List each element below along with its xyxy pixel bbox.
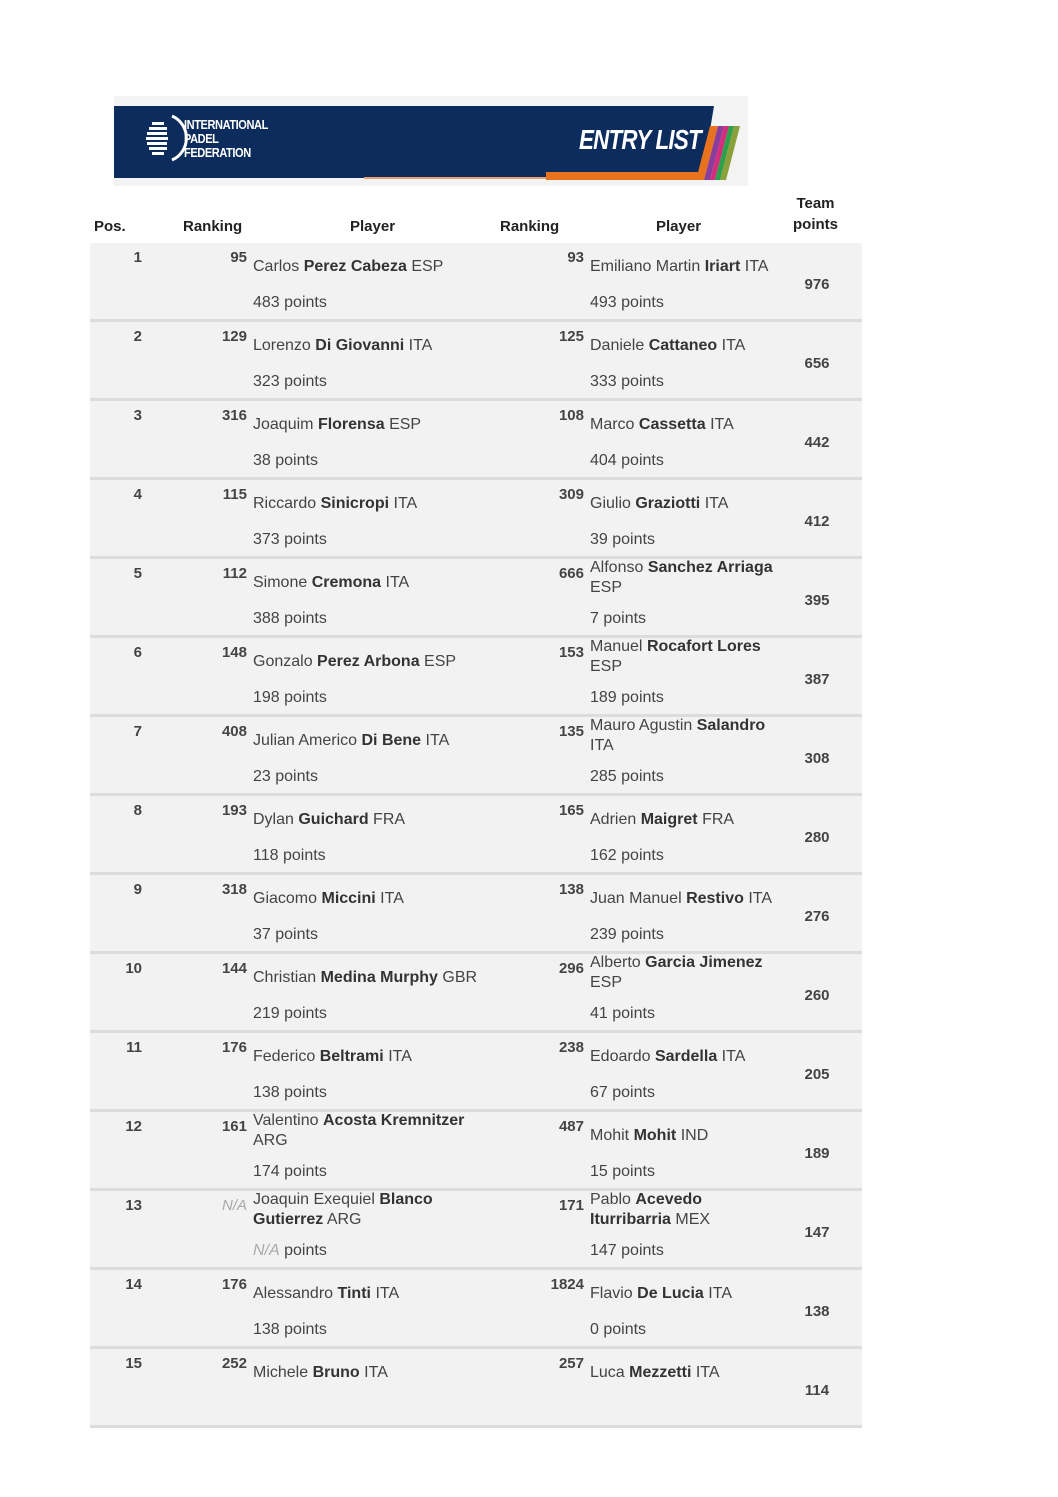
player-name [253, 889, 493, 909]
first-name: Gonzalo [253, 653, 313, 670]
points-label: points [284, 373, 327, 390]
position: 11 [126, 1039, 142, 1056]
player-ranking: 165 [558, 802, 584, 819]
first-name: Joaquin Exequiel [253, 1191, 375, 1208]
table-row [90, 796, 862, 875]
first-name: Mohit [590, 1127, 630, 1144]
player-points [590, 610, 646, 628]
player-name [253, 1111, 493, 1151]
header-team-points [793, 193, 838, 235]
player-name [253, 336, 493, 356]
points-label: points [284, 1084, 327, 1101]
player-ranking: 148 [221, 644, 247, 661]
player-name [253, 415, 493, 435]
player-ranking: 309 [558, 486, 584, 503]
org-line: INTERNATIONAL [184, 117, 268, 132]
first-name: Alberto [590, 954, 641, 971]
points-value: 39 [590, 531, 608, 548]
points-value: 174 [253, 1163, 280, 1180]
player-ranking: 125 [558, 328, 584, 345]
player-name [590, 637, 775, 677]
table-row [90, 1191, 862, 1270]
player-ranking: 408 [221, 723, 247, 740]
country: ARG [326, 1211, 362, 1228]
last-name: Garcia Jimenez [645, 954, 763, 971]
player-name [590, 1363, 775, 1383]
last-name: Perez Arbona [317, 653, 420, 670]
first-name: Dylan [253, 811, 294, 828]
player-name [590, 716, 775, 756]
position: 8 [133, 802, 142, 819]
team-points: 189 [804, 1145, 830, 1162]
points-value: 162 [590, 847, 617, 864]
points-label: points [621, 768, 664, 785]
header-player-1: Player [350, 218, 396, 235]
last-name: Florensa [317, 416, 385, 433]
position: 7 [133, 723, 142, 740]
player-points [253, 294, 327, 312]
last-name: Di Bene [361, 732, 422, 749]
points-value: 41 [590, 1005, 608, 1022]
first-name: Giacomo [253, 890, 318, 907]
points-label: points [621, 294, 664, 311]
table-row [90, 1349, 862, 1428]
player-name [253, 494, 493, 514]
player-ranking: 666 [558, 565, 584, 582]
player-points [590, 373, 664, 391]
player-name [590, 336, 775, 356]
last-name: Cattaneo [648, 337, 718, 354]
first-name: Mauro Agustin [590, 717, 693, 734]
player-ranking: 95 [230, 249, 247, 266]
points-value: 285 [590, 768, 617, 785]
last-name: Maigret [640, 811, 698, 828]
country: ESP [424, 653, 457, 670]
player-points [590, 1084, 655, 1102]
player-ranking: 238 [558, 1039, 584, 1056]
points-value: 333 [590, 373, 617, 390]
points-label: points [284, 1321, 327, 1338]
country: ITA [695, 1364, 720, 1381]
country: ITA [364, 1364, 388, 1381]
points-value: 118 [253, 847, 279, 864]
player-ranking: 316 [221, 407, 247, 424]
first-name: Michele [253, 1364, 309, 1381]
last-name: Bruno [312, 1364, 360, 1381]
team-points: 205 [804, 1066, 830, 1083]
country: ITA [388, 1048, 412, 1065]
last-name: Beltrami [319, 1048, 384, 1065]
last-name: Cremona [311, 574, 382, 591]
last-name: Acevedo Iturribarria [590, 1191, 703, 1228]
player-ranking: 129 [221, 328, 247, 345]
player-points [590, 1242, 664, 1260]
points-label: points [603, 1321, 647, 1338]
table-row [90, 1270, 862, 1349]
first-name: Pablo [590, 1191, 631, 1208]
last-name: Di Giovanni [315, 337, 405, 354]
team-points: 387 [804, 671, 830, 688]
player-points [253, 1321, 327, 1339]
last-name: Miccini [321, 890, 376, 907]
points-value: 0 [590, 1321, 599, 1338]
player-points [253, 610, 327, 628]
player-points [253, 1163, 327, 1181]
player-name [590, 1284, 775, 1304]
country: ITA [425, 732, 450, 749]
table-row [90, 638, 862, 717]
last-name: Mezzetti [629, 1364, 692, 1381]
player-name [590, 953, 775, 993]
position: 10 [125, 960, 142, 977]
first-name: Daniele [590, 337, 645, 354]
points-label: points [621, 689, 664, 706]
team-points: 442 [804, 434, 830, 451]
player-points [253, 847, 326, 865]
points-value: 23 [253, 768, 271, 785]
country: GBR [442, 969, 478, 986]
position: 4 [133, 486, 142, 503]
points-value: 198 [253, 689, 280, 706]
country: FRA [702, 811, 735, 828]
country: ARG [253, 1132, 288, 1149]
position: 6 [133, 644, 142, 661]
player-ranking: 115 [222, 486, 247, 503]
last-name: Acosta Kremnitzer [322, 1112, 465, 1129]
points-label: points [603, 610, 647, 627]
country: ITA [375, 1285, 400, 1302]
points-label: points [284, 294, 327, 311]
last-name: Rocafort Lores [646, 638, 761, 655]
table-row [90, 1112, 862, 1191]
last-name: Sanchez Arriaga [647, 559, 773, 576]
table-row [90, 401, 862, 480]
team-points: 276 [804, 908, 830, 925]
points-label: points [282, 847, 326, 864]
player-points [253, 373, 327, 391]
player-name [590, 1190, 775, 1230]
first-name: Adrien [590, 811, 637, 828]
points-label: points [612, 1005, 655, 1022]
table-row [90, 559, 862, 638]
player-ranking: 138 [558, 881, 584, 898]
position: 15 [125, 1355, 142, 1372]
header-pos: Pos. [94, 218, 126, 235]
player-name [253, 810, 493, 830]
player-name [253, 1047, 493, 1067]
player-name [253, 1363, 493, 1383]
player-ranking: 171 [558, 1197, 584, 1214]
player-points [253, 926, 318, 944]
position: 1 [133, 249, 142, 266]
points-value: N/A [253, 1242, 280, 1259]
player-name [253, 1284, 493, 1304]
player-name [253, 652, 493, 672]
team-points: 114 [804, 1382, 830, 1399]
first-name: Christian [253, 969, 317, 986]
header-ranking-1: Ranking [183, 218, 243, 235]
player-name [590, 415, 775, 435]
position: 5 [133, 565, 142, 582]
points-label: points [275, 926, 318, 943]
country: ITA [704, 495, 729, 512]
player-ranking: 193 [221, 802, 247, 819]
country: ITA [721, 337, 746, 354]
points-value: 219 [253, 1005, 280, 1022]
points-label: points [284, 1163, 327, 1180]
federation-name [184, 118, 268, 160]
points-value: 147 [590, 1242, 617, 1259]
player-ranking: 257 [558, 1355, 584, 1372]
points-value: 483 [253, 294, 280, 311]
country: ESP [590, 658, 623, 675]
team-points: 412 [804, 513, 830, 530]
player-ranking: 108 [558, 407, 584, 424]
points-value: 189 [590, 689, 617, 706]
table-row [90, 1033, 862, 1112]
table-row [90, 243, 862, 322]
player-ranking: 153 [558, 644, 584, 661]
last-name: Sardella [654, 1048, 718, 1065]
first-name: Valentino [253, 1112, 319, 1129]
player-ranking: 487 [558, 1118, 584, 1135]
points-label: points [612, 1084, 655, 1101]
player-ranking: N/A [221, 1197, 247, 1214]
team-points: 260 [804, 987, 830, 1004]
player-points [253, 1005, 327, 1023]
last-name: Salandro [696, 717, 766, 734]
table-row [90, 322, 862, 401]
first-name: Juan Manuel [590, 890, 682, 907]
last-name: Blanco Gutierrez [253, 1191, 433, 1228]
player-points [590, 452, 664, 470]
first-name: Riccardo [253, 495, 317, 512]
player-points [590, 294, 664, 312]
country: ITA [393, 495, 418, 512]
player-ranking: 112 [222, 565, 247, 582]
player-name [590, 1126, 775, 1146]
org-line: PADEL [184, 131, 219, 146]
player-points [253, 452, 318, 470]
team-points: 280 [804, 829, 830, 846]
last-name: Cassetta [638, 416, 706, 433]
country: ITA [385, 574, 410, 591]
team-points: 976 [804, 276, 830, 293]
player-ranking: 1824 [550, 1276, 584, 1293]
team-points: 395 [804, 592, 830, 609]
table-row [90, 480, 862, 559]
player-points [253, 689, 327, 707]
table-row [90, 717, 862, 796]
player-name [253, 731, 493, 751]
player-points [590, 1321, 646, 1339]
first-name: Lorenzo [253, 337, 311, 354]
country: ITA [708, 1285, 732, 1302]
country: ESP [389, 416, 422, 433]
position: 13 [125, 1197, 142, 1214]
first-name: Giulio [590, 495, 631, 512]
player-points [253, 768, 318, 786]
team-points: 138 [804, 1303, 830, 1320]
player-name [253, 257, 493, 277]
points-label: points [612, 531, 655, 548]
player-name [590, 558, 775, 598]
points-label: points [621, 926, 664, 943]
entry-table [90, 243, 862, 1399]
team-points: 147 [804, 1224, 830, 1241]
player-ranking: 161 [221, 1118, 247, 1135]
player-name [590, 494, 775, 514]
first-name: Emiliano Martin [590, 258, 701, 275]
header-ranking-2: Ranking [500, 218, 560, 235]
first-name: Joaquim [253, 416, 314, 433]
last-name: Mohit [633, 1127, 677, 1144]
player-points [253, 531, 327, 549]
first-name: Luca [590, 1364, 625, 1381]
table-row [90, 875, 862, 954]
header-team-line: Team [796, 195, 835, 212]
points-label: points [284, 531, 327, 548]
position: 12 [125, 1118, 142, 1135]
country: ESP [590, 974, 623, 991]
last-name: Perez Cabeza [303, 258, 407, 275]
first-name: Carlos [253, 258, 300, 275]
player-points [590, 689, 664, 707]
header-player-2: Player [656, 218, 702, 235]
player-name [590, 1047, 775, 1067]
player-points [253, 1242, 327, 1260]
points-label: points [275, 452, 318, 469]
country: ITA [408, 337, 433, 354]
points-value: 239 [590, 926, 617, 943]
points-value: 404 [590, 452, 617, 469]
points-label: points [621, 373, 664, 390]
points-value: 493 [590, 294, 617, 311]
position: 14 [125, 1276, 142, 1293]
country: ITA [380, 890, 404, 907]
points-label: points [621, 1242, 664, 1259]
first-name: Alfonso [590, 559, 644, 576]
country: MEX [675, 1211, 711, 1228]
position: 3 [133, 407, 142, 424]
last-name: Restivo [686, 890, 744, 907]
player-ranking: 176 [221, 1276, 247, 1293]
last-name: Iriart [704, 258, 741, 275]
player-ranking: 296 [558, 960, 584, 977]
player-ranking: 176 [221, 1039, 247, 1056]
last-name: Sinicropi [320, 495, 390, 512]
points-value: 138 [253, 1321, 280, 1338]
player-points [590, 847, 664, 865]
player-name [590, 889, 775, 909]
points-value: 138 [253, 1084, 280, 1101]
last-name: Medina Murphy [320, 969, 438, 986]
player-points [590, 768, 664, 786]
country: ITA [748, 890, 773, 907]
country: FRA [373, 811, 406, 828]
player-name [253, 573, 493, 593]
country: ITA [710, 416, 734, 433]
last-name: Guichard [298, 811, 369, 828]
points-value: 37 [253, 926, 271, 943]
player-ranking: 252 [221, 1355, 247, 1372]
points-value: 15 [590, 1163, 608, 1180]
team-points: 308 [804, 750, 830, 767]
first-name: Alessandro [253, 1285, 334, 1302]
country: ITA [721, 1048, 746, 1065]
country: ESP [411, 258, 444, 275]
header-team-line: points [793, 216, 838, 233]
position: 2 [133, 328, 142, 345]
player-ranking: 144 [221, 960, 247, 977]
player-points [590, 1163, 655, 1181]
last-name: De Lucia [637, 1285, 704, 1302]
last-name: Graziotti [635, 495, 701, 512]
first-name: Simone [253, 574, 308, 591]
player-points [590, 531, 655, 549]
player-name [590, 810, 775, 830]
table-row [90, 954, 862, 1033]
points-value: 7 [590, 610, 599, 627]
country: ITA [590, 737, 614, 754]
points-label: points [284, 1005, 327, 1022]
player-points [253, 1084, 327, 1102]
player-ranking: 135 [558, 723, 584, 740]
player-points [590, 926, 664, 944]
points-label: points [284, 1242, 327, 1259]
points-value: 323 [253, 373, 280, 390]
points-label: points [284, 689, 327, 706]
team-points: 656 [804, 355, 830, 372]
org-line: FEDERATION [184, 145, 251, 160]
player-name [253, 968, 493, 988]
first-name: Federico [253, 1048, 316, 1065]
points-label: points [612, 1163, 655, 1180]
country: IND [680, 1127, 709, 1144]
points-value: 388 [253, 610, 280, 627]
banner-title: ENTRY LIST [579, 124, 701, 155]
player-points [590, 1005, 655, 1023]
points-value: 38 [253, 452, 271, 469]
first-name: Flavio [590, 1285, 633, 1302]
player-name [253, 1190, 493, 1230]
first-name: Marco [590, 416, 635, 433]
player-name [590, 257, 775, 277]
player-ranking: 93 [567, 249, 584, 266]
table-header [90, 195, 862, 241]
country: ESP [590, 579, 623, 596]
last-name: Tinti [337, 1285, 371, 1302]
points-value: 67 [590, 1084, 608, 1101]
first-name: Julian Americo [253, 732, 358, 749]
country: ITA [744, 258, 769, 275]
player-ranking: 318 [221, 881, 247, 898]
points-label: points [621, 452, 664, 469]
points-label: points [621, 847, 664, 864]
points-label: points [284, 610, 327, 627]
points-label: points [275, 768, 318, 785]
entry-list-banner [114, 96, 748, 186]
first-name: Edoardo [590, 1048, 651, 1065]
first-name: Manuel [590, 638, 643, 655]
points-value: 373 [253, 531, 280, 548]
position: 9 [133, 881, 142, 898]
